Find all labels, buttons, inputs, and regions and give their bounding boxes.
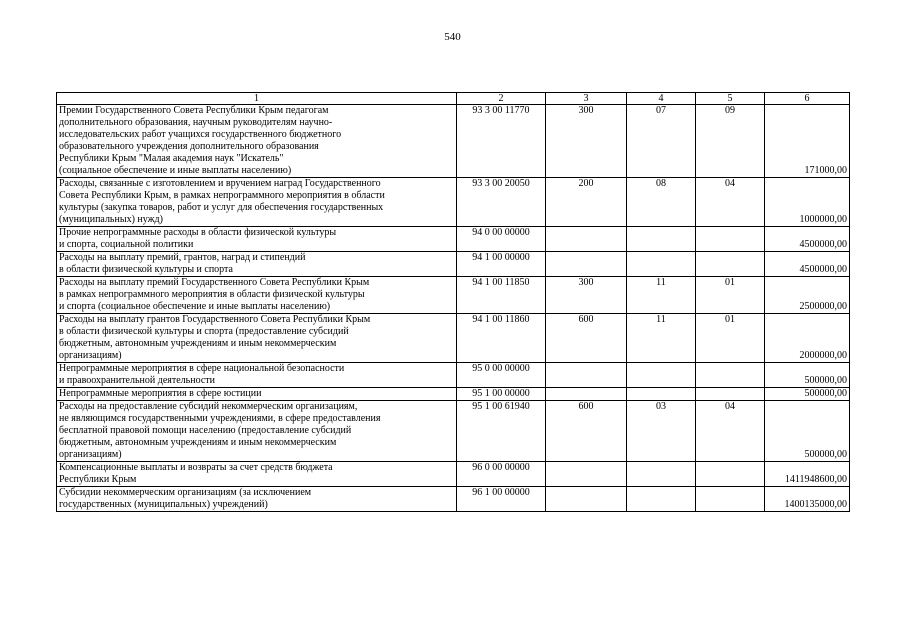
amount-cell: 4500000,00 xyxy=(765,227,850,252)
column-number: 5 xyxy=(696,93,765,105)
subsection-cell xyxy=(696,388,765,401)
expense-name-line: и правоохранительной деятельности xyxy=(59,375,215,386)
target-code-cell: 96 0 00 00000 xyxy=(457,462,546,487)
amount-cell: 500000,00 xyxy=(765,401,850,462)
section-cell xyxy=(627,252,696,277)
expense-type-cell: 600 xyxy=(546,314,627,363)
expense-name-line: Непрограммные мероприятия в сфере юстиции xyxy=(59,388,262,399)
expense-type-cell xyxy=(546,363,627,388)
subsection-cell xyxy=(696,252,765,277)
expense-name-line: исследовательских работ учащихся государственного бюджетного xyxy=(59,129,342,140)
target-code-cell: 94 1 00 11860 xyxy=(457,314,546,363)
expense-name-line: не являющимся государственными учреждениями, в сфере предоставления xyxy=(59,413,381,424)
target-code-cell: 94 0 00 00000 xyxy=(457,227,546,252)
expense-name-line: в области физической культуры и спорта xyxy=(59,264,233,275)
subsection-cell xyxy=(696,363,765,388)
column-number-row xyxy=(57,93,850,105)
expense-type-cell: 300 xyxy=(546,277,627,314)
section-cell: 03 xyxy=(627,401,696,462)
expense-name-cell xyxy=(57,277,457,314)
expense-name-line: государственных (муниципальных) учреждений) xyxy=(59,499,268,510)
expense-name-line: и спорта, социальной политики xyxy=(59,239,194,250)
column-number: 2 xyxy=(457,93,546,105)
amount-cell: 4500000,00 xyxy=(765,252,850,277)
amount-cell: 500000,00 xyxy=(765,388,850,401)
column-number: 1 xyxy=(57,93,457,105)
target-code-cell: 93 3 00 11770 xyxy=(457,105,546,178)
amount-cell: 171000,00 xyxy=(765,105,850,178)
target-code-cell: 94 1 00 00000 xyxy=(457,252,546,277)
expense-name-line: (муниципальных) нужд) xyxy=(59,214,163,225)
expense-name-cell xyxy=(57,227,457,252)
expense-name-cell xyxy=(57,178,457,227)
expense-name-line: бюджетным, автономным учреждениям и иным некоммерческим xyxy=(59,338,337,349)
subsection-cell xyxy=(696,462,765,487)
target-code-cell: 93 3 00 20050 xyxy=(457,178,546,227)
target-code-cell: 95 0 00 00000 xyxy=(457,363,546,388)
table-row xyxy=(57,363,850,388)
expense-type-cell: 300 xyxy=(546,105,627,178)
expense-name-line: организациям) xyxy=(59,350,122,361)
expense-name-line: дополнительного образования, научным руководителям научно- xyxy=(59,117,333,128)
target-code-cell: 96 1 00 00000 xyxy=(457,487,546,512)
section-cell: 11 xyxy=(627,314,696,363)
subsection-cell xyxy=(696,487,765,512)
expense-name-line: культуры (закупка товаров, работ и услуг для обеспечения государственных xyxy=(59,202,384,213)
section-cell xyxy=(627,227,696,252)
table-row xyxy=(57,314,850,363)
section-cell: 08 xyxy=(627,178,696,227)
subsection-cell: 01 xyxy=(696,277,765,314)
expense-name-line: Компенсационные выплаты и возвраты за счет средств бюджета xyxy=(59,462,333,473)
target-code-cell: 95 1 00 61940 xyxy=(457,401,546,462)
expense-name-line: Непрограммные мероприятия в сфере национальной безопасности xyxy=(59,363,345,374)
expense-name-line: Премии Государственного Совета Республики Крым педагогам xyxy=(59,105,329,116)
amount-cell: 1411948600,00 xyxy=(765,462,850,487)
expense-name-line: в рамках непрограммного мероприятия в области физической культуры xyxy=(59,289,365,300)
expense-name-line: бесплатной правовой помощи населению (предоставление субсидий xyxy=(59,425,352,436)
expense-type-cell: 600 xyxy=(546,401,627,462)
expense-type-cell xyxy=(546,487,627,512)
table-row xyxy=(57,487,850,512)
table-row xyxy=(57,178,850,227)
expense-name-cell xyxy=(57,401,457,462)
expense-name-line: Совета Республики Крым, в рамках непрограммного мероприятия в области xyxy=(59,190,385,201)
table-row xyxy=(57,105,850,178)
expense-name-line: Расходы на предоставление субсидий некоммерческим организациям, xyxy=(59,401,358,412)
column-number: 4 xyxy=(627,93,696,105)
section-cell xyxy=(627,487,696,512)
section-cell: 11 xyxy=(627,277,696,314)
amount-cell: 1000000,00 xyxy=(765,178,850,227)
subsection-cell: 09 xyxy=(696,105,765,178)
expense-name-cell xyxy=(57,487,457,512)
table-row xyxy=(57,252,850,277)
amount-cell: 500000,00 xyxy=(765,363,850,388)
subsection-cell: 04 xyxy=(696,178,765,227)
expense-name-line: Расходы, связанные с изготовлением и вручением наград Государственного xyxy=(59,178,381,189)
target-code-cell: 95 1 00 00000 xyxy=(457,388,546,401)
expense-type-cell xyxy=(546,227,627,252)
subsection-cell: 04 xyxy=(696,401,765,462)
expense-type-cell xyxy=(546,388,627,401)
expense-name-cell xyxy=(57,388,457,401)
expense-type-cell xyxy=(546,462,627,487)
column-number: 3 xyxy=(546,93,627,105)
section-cell: 07 xyxy=(627,105,696,178)
expense-type-cell: 200 xyxy=(546,178,627,227)
amount-cell: 2500000,00 xyxy=(765,277,850,314)
expense-name-line: Субсидии некоммерческим организациям (за исключением xyxy=(59,487,312,498)
expense-name-cell xyxy=(57,462,457,487)
expense-name-cell xyxy=(57,252,457,277)
expense-name-line: в области физической культуры и спорта (предоставление субсидий xyxy=(59,326,349,337)
section-cell xyxy=(627,462,696,487)
expense-name-line: Прочие непрограммные расходы в области физической культуры xyxy=(59,227,337,238)
expense-name-cell xyxy=(57,105,457,178)
column-number: 6 xyxy=(765,93,850,105)
expense-name-line: образовательного учреждения дополнительного образования xyxy=(59,141,319,152)
expense-name-line: Расходы на выплату грантов Государственного Совета Республики Крым xyxy=(59,314,371,325)
subsection-cell: 01 xyxy=(696,314,765,363)
table-row xyxy=(57,277,850,314)
expense-name-cell xyxy=(57,363,457,388)
expense-name-line: бюджетным, автономным учреждениям и иным некоммерческим xyxy=(59,437,337,448)
target-code-cell: 94 1 00 11850 xyxy=(457,277,546,314)
table-row xyxy=(57,227,850,252)
subsection-cell xyxy=(696,227,765,252)
expense-name-cell xyxy=(57,314,457,363)
page-number: 540 xyxy=(444,31,461,43)
section-cell xyxy=(627,388,696,401)
amount-cell: 1400135000,00 xyxy=(765,487,850,512)
expense-type-cell xyxy=(546,252,627,277)
expense-name-line: Республики Крым xyxy=(59,474,137,485)
expense-name-line: (социальное обеспечение и иные выплаты населению) xyxy=(59,165,292,176)
budget-table xyxy=(56,92,850,512)
table-row xyxy=(57,401,850,462)
table-row xyxy=(57,388,850,401)
expense-name-line: и спорта (социальное обеспечение и иные выплаты населению) xyxy=(59,301,331,312)
expense-name-line: Расходы на выплату премий Государственного Совета Республики Крым xyxy=(59,277,370,288)
expense-name-line: Расходы на выплату премий, грантов, наград и стипендий xyxy=(59,252,306,263)
section-cell xyxy=(627,363,696,388)
amount-cell: 2000000,00 xyxy=(765,314,850,363)
table-row xyxy=(57,462,850,487)
expense-name-line: Республики Крым "Малая академия наук "Искатель" xyxy=(59,153,284,164)
expense-name-line: организациям) xyxy=(59,449,122,460)
